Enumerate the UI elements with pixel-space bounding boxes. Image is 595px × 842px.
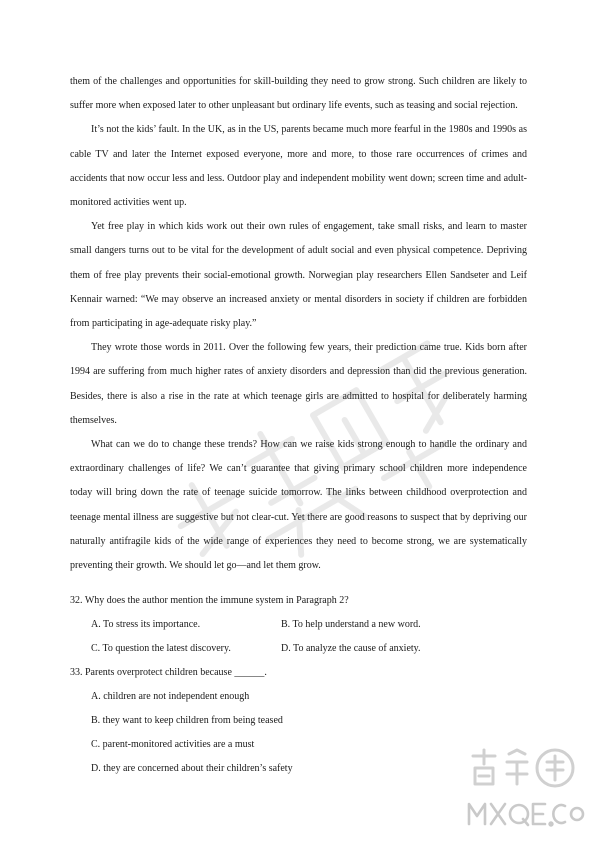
question-32-stem: 32. Why does the author mention the immune system in Paragraph 2? [70, 595, 349, 606]
question-33-option-c[interactable]: C. parent-monitored activities are a must [91, 739, 255, 750]
question-32-options-row-1 [70, 613, 527, 637]
paragraph-1-continued: them of the challenges and opportunities for skill-building they need to grow strong. Such children are likely to suffer more when exposed later to other unpleasant but ordinary life events, such as teasing and social rejection. [70, 76, 527, 112]
paragraph-2: It’s not the kids’ fault. In the UK, as in the US, parents became much more fearful in the 1980s and 1990s as cable TV and later the Internet exposed everyone, more and more, to those rare occurrences of crimes and accidents that now occur less and less. Outdoor play and independent mobility went down; screen time and adult-monitored activities went up. [70, 124, 527, 209]
question-33-stem: 33. Parents overprotect children because ______. [70, 667, 267, 678]
question-32-option-a[interactable]: A. To stress its importance. [91, 619, 201, 630]
question-33-option-a[interactable]: A. children are not independent enough [91, 691, 250, 702]
question-32-options-row-2 [70, 637, 527, 661]
paragraph-5: What can we do to change these trends? How can we raise kids strong enough to handle the ordinary and extraordinary challenges of life? We can’t guarantee that giving primary school children more independence today will bring down the rate of teenage suicide tomorrow. The links between childhood overprotection and teenage mental illness are suggestive but not clear-cut. Yet there are good reasons to suspect that by depriving our naturally antifragile kids of the wide range of experiences they need to become strong, we are systematically preventing their growth. We should let go—and let them grow. [70, 439, 527, 572]
question-32-option-c[interactable]: C. To question the latest discovery. [91, 643, 231, 654]
question-block [70, 589, 527, 781]
paragraph-3: Yet free play in which kids work out their own rules of engagement, take small risks, and learn to master small dangers turns out to be vital for the development of adult social and even physical competence. Depriving them of free play prevents their social-emotional growth. Norwegian play researchers Ellen Sandseter and Leif Kennair warned: “We may observe an increased anxiety or mental disorders in society if children are forbidden from participating in age-adequate risky play.” [70, 221, 527, 330]
reading-passage [70, 70, 527, 578]
paragraph-4: They wrote those words in 2011. Over the following few years, their prediction came true. Kids born after 1994 are suffering from much higher rates of anxiety disorders and depression than did the previous generation. Besides, there is also a rise in the rate at which teenage girls are admitted to hospital for deliberately harming themselves. [70, 342, 527, 426]
question-33-option-d[interactable]: D. they are concerned about their children’s safety [91, 763, 293, 774]
question-33-option-b[interactable]: B. they want to keep children from being teased [91, 715, 283, 726]
question-32-option-d[interactable]: D. To analyze the cause of anxiety. [281, 643, 421, 654]
question-32-option-b[interactable]: B. To help understand a new word. [281, 619, 421, 630]
